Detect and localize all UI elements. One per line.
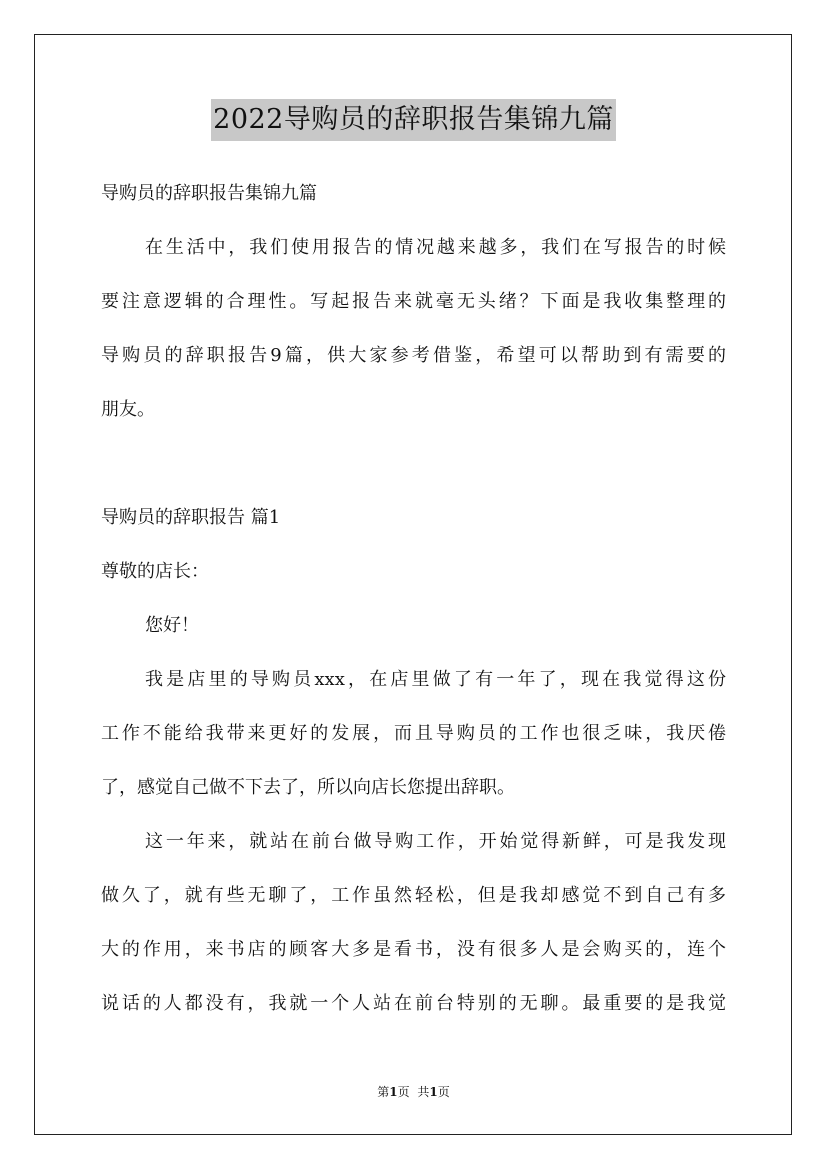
footer-prefix: 第 xyxy=(377,1085,390,1099)
document-title: 2022导购员的辞职报告集锦九篇 xyxy=(211,99,616,141)
footer-total-pages: 1 xyxy=(429,1085,438,1099)
section-heading: 导购员的辞职报告 篇1 xyxy=(101,507,281,528)
footer-total-suffix: 页 xyxy=(437,1085,450,1099)
document-subtitle: 导购员的辞职报告集锦九篇 xyxy=(101,183,317,204)
footer-current-page: 1 xyxy=(389,1085,398,1099)
paragraph2-line-2: 做久了，就有些无聊了，工作虽然轻松，但是我却感觉不到自己有多 xyxy=(101,885,726,906)
title-container xyxy=(0,99,827,141)
paragraph1-line-1: 我是店里的导购员xxx，在店里做了有一年了，现在我觉得这份 xyxy=(145,669,726,690)
greeting: 您好！ xyxy=(145,615,199,636)
paragraph2-line-1: 这一年来，就站在前台做导购工作，开始觉得新鲜，可是我发现 xyxy=(145,831,726,852)
page-footer xyxy=(0,1084,827,1100)
intro-line-1: 在生活中，我们使用报告的情况越来越多，我们在写报告的时候 xyxy=(145,237,726,258)
intro-line-2: 要注意逻辑的合理性。写起报告来就毫无头绪？下面是我收集整理的 xyxy=(101,291,726,312)
paragraph2-line-4: 说话的人都没有，我就一个人站在前台特别的无聊。最重要的是我觉 xyxy=(101,993,726,1014)
paragraph2-line-3: 大的作用，来书店的顾客大多是看书，没有很多人是会购买的，连个 xyxy=(101,939,726,960)
footer-total-prefix: 共 xyxy=(417,1085,430,1099)
footer-page-word: 页 xyxy=(397,1085,410,1099)
paragraph1-line-2: 工作不能给我带来更好的发展，而且导购员的工作也很乏味，我厌倦 xyxy=(101,723,726,744)
salutation: 尊敬的店长： xyxy=(101,561,209,582)
intro-line-4: 朋友。 xyxy=(101,399,155,420)
paragraph1-line-3: 了，感觉自己做不下去了，所以向店长您提出辞职。 xyxy=(101,777,515,798)
intro-line-3: 导购员的辞职报告9篇，供大家参考借鉴，希望可以帮助到有需要的 xyxy=(101,345,726,366)
